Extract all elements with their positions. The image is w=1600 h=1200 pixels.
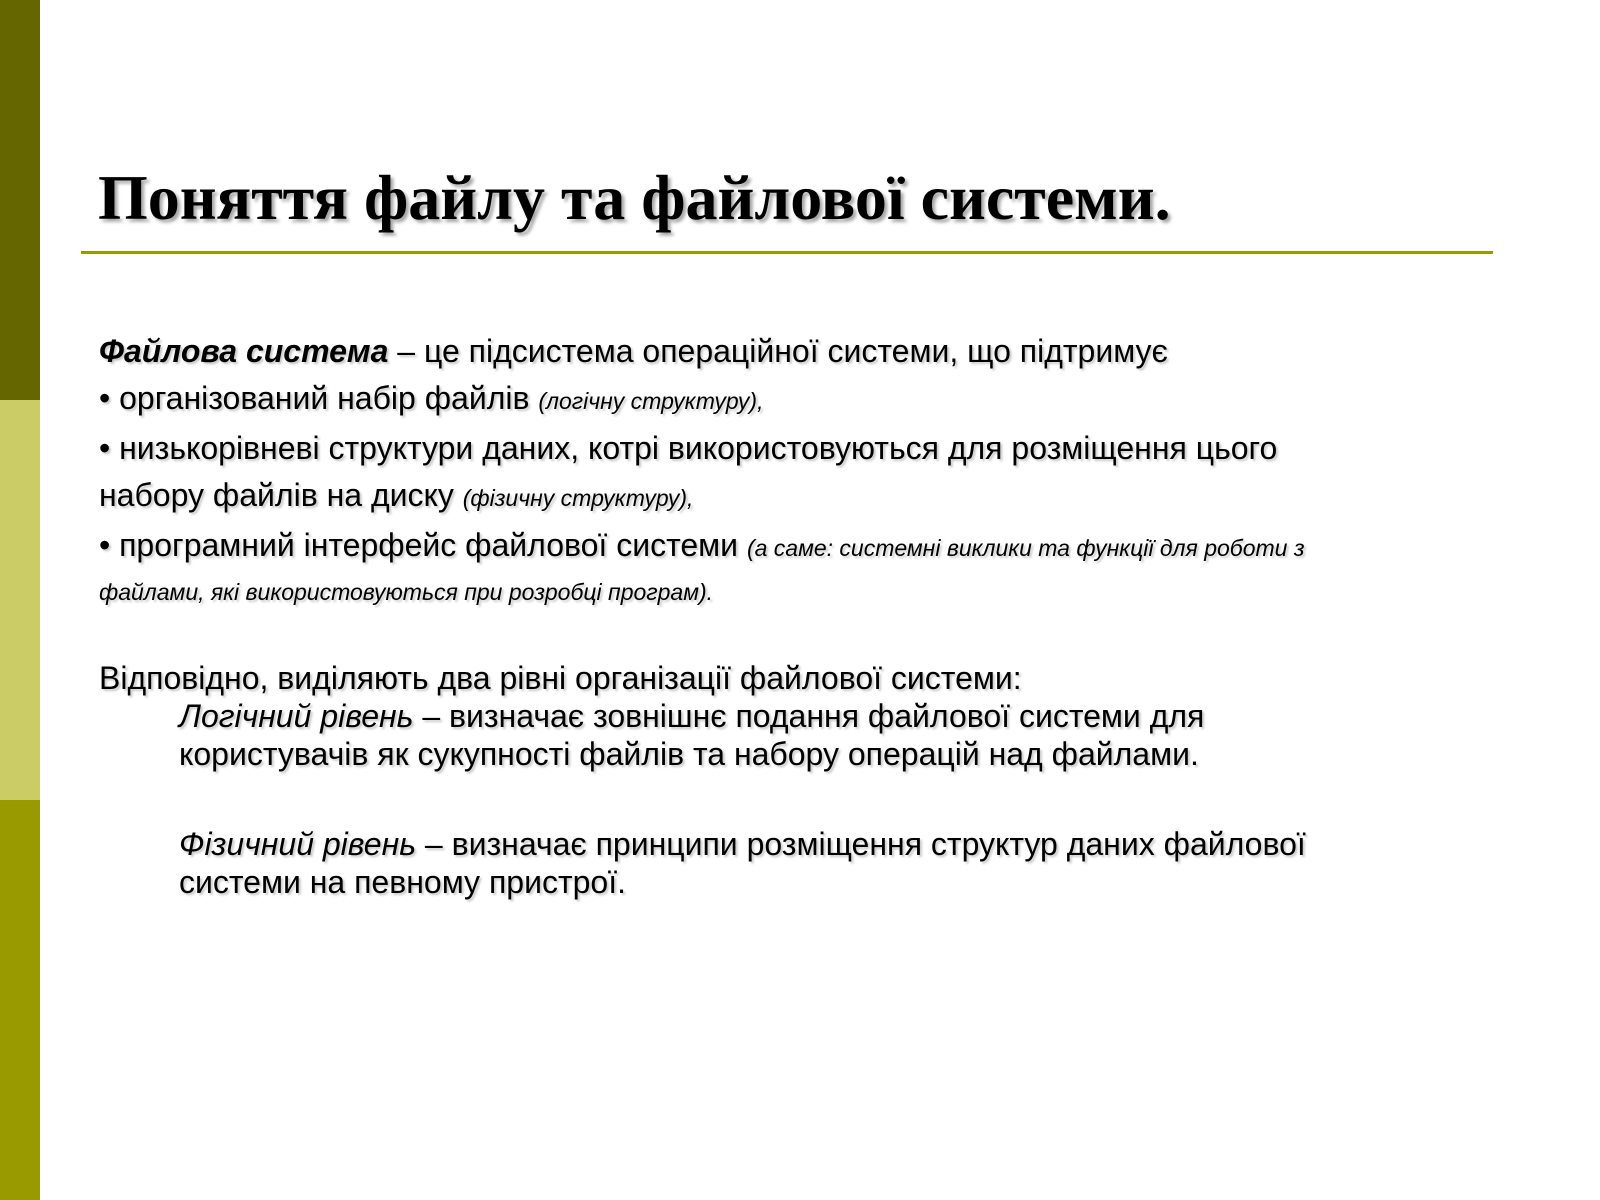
definition-text: – це підсистема операційної системи, що підтримує	[388, 333, 1168, 369]
physical-level-term: Фізичний рівень	[179, 826, 417, 862]
physical-level-text: – визначає принципи розміщення структур даних файлової	[416, 826, 1306, 862]
title-divider	[81, 251, 1493, 254]
list-item-text: • організований набір файлів	[99, 380, 530, 416]
slide-body	[99, 328, 1499, 901]
list-item-physical-structure-cont	[99, 472, 1499, 522]
list-item-note: (а саме: системні виклики та функції для роботи з	[746, 535, 1305, 561]
list-item-text: • програмний інтерфейс файлової системи	[99, 527, 739, 563]
definition-term: Файлова система	[99, 333, 389, 369]
list-item-text: набору файлів на диску	[99, 477, 454, 513]
slide-title: Поняття файлу та файлової системи.	[98, 162, 1171, 233]
list-item-programming-interface	[99, 522, 1499, 572]
list-item-note-continued: файлами, які використовуються при розробці програм).	[99, 579, 714, 605]
physical-level-line	[179, 825, 1499, 863]
list-item-physical-structure	[99, 425, 1499, 472]
physical-level-line-2: системи на певному пристрої.	[179, 864, 626, 900]
decor-stripe-bottom	[0, 800, 40, 1200]
decor-stripe-middle	[0, 400, 40, 800]
list-item-logical-structure	[99, 375, 1499, 425]
logical-level-text: – визначає зовнішнє подання файлової системи для	[413, 698, 1205, 734]
definition-line	[99, 328, 1499, 375]
list-item-note: (фізичну структуру),	[462, 485, 694, 511]
list-item-text: • низькорівневі структури даних, котрі використовуються для розміщення цього	[99, 430, 1278, 466]
list-item-note: (логічну структуру),	[538, 388, 764, 414]
logical-level-line-2: користувачів як сукупності файлів та набору операцій над файлами.	[179, 736, 1199, 772]
decor-stripe-top	[0, 0, 40, 400]
logical-level-term: Логічний рівень	[179, 698, 414, 734]
levels-intro: Відповідно, виділяють два рівні організації файлової системи:	[99, 660, 1022, 696]
logical-level-line	[179, 697, 1499, 735]
